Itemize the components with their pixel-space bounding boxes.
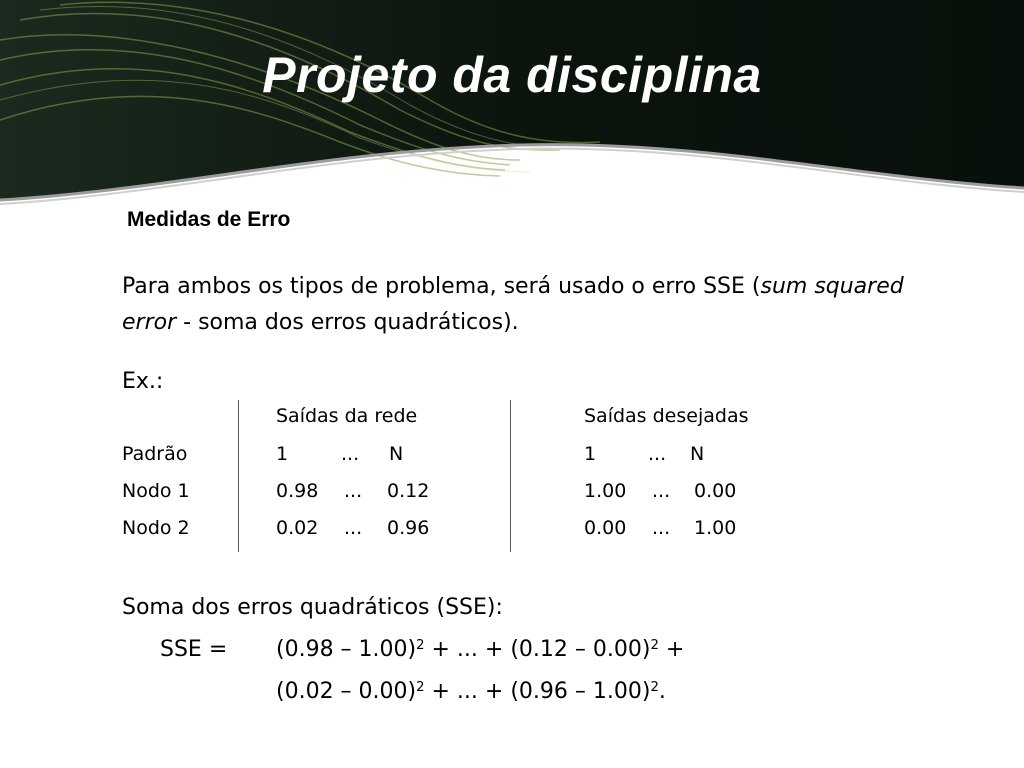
section-subtitle: Medidas de Erro <box>127 208 291 231</box>
intro-emphasis: sum squared error <box>122 274 904 335</box>
table-divider-left <box>238 400 239 552</box>
sse-heading: Soma dos erros quadráticos (SSE): <box>122 595 503 620</box>
example-label: Ex.: <box>122 369 164 394</box>
intro-text-start: Para ambos os tipos de problema, será usado o erro SSE ( <box>122 274 761 299</box>
exponent: 2 <box>650 679 659 695</box>
row-label-padrao: Padrão <box>122 443 188 465</box>
cell-rede-last: N <box>389 443 404 465</box>
intro-paragraph <box>122 269 952 341</box>
formula-term: + ... + (0.12 – 0.00) <box>424 637 651 662</box>
cell-rede-first: 0.98 <box>276 480 319 502</box>
cell-desejadas-last: N <box>690 443 705 465</box>
cell-desejadas-first: 0.00 <box>584 517 627 539</box>
intro-text-end: - soma dos erros quadráticos). <box>176 310 519 335</box>
cell-desejadas-first: 1 <box>584 443 597 465</box>
exponent: 2 <box>416 679 425 695</box>
cell-rede-last: 0.12 <box>387 480 430 502</box>
cell-rede-last: 0.96 <box>387 517 430 539</box>
cell-rede-ellipsis: ... <box>341 443 360 465</box>
formula-term: + ... + (0.96 – 1.00) <box>424 679 651 704</box>
exponent: 2 <box>650 637 659 653</box>
cell-desejadas-ellipsis: ... <box>648 443 667 465</box>
header-saidas-desejadas: Saídas desejadas <box>584 405 749 427</box>
row-label-nodo-1: Nodo 1 <box>122 480 190 502</box>
cell-desejadas-ellipsis: ... <box>652 517 671 539</box>
table-divider-right <box>510 400 511 552</box>
row-label-nodo-2: Nodo 2 <box>122 517 190 539</box>
cell-desejadas-first: 1.00 <box>584 480 627 502</box>
formula-term: + <box>658 637 685 662</box>
exponent: 2 <box>416 637 425 653</box>
cell-desejadas-last: 0.00 <box>694 480 737 502</box>
formula-term: (0.98 – 1.00) <box>276 637 417 662</box>
cell-rede-ellipsis: ... <box>344 480 363 502</box>
cell-rede-first: 1 <box>276 443 289 465</box>
slide-title: Projeto da disciplina <box>262 47 762 103</box>
cell-desejadas-last: 1.00 <box>694 517 737 539</box>
formula-term: (0.02 – 0.00) <box>276 679 417 704</box>
formula-term: . <box>658 679 666 704</box>
cell-desejadas-ellipsis: ... <box>652 480 671 502</box>
cell-rede-ellipsis: ... <box>344 517 363 539</box>
header-saidas-rede: Saídas da rede <box>276 405 418 427</box>
header-banner <box>0 0 1024 215</box>
sse-formula-line-1 <box>276 632 684 668</box>
sse-label: SSE = <box>160 637 228 662</box>
cell-rede-first: 0.02 <box>276 517 319 539</box>
sse-formula-line-2 <box>276 674 666 710</box>
